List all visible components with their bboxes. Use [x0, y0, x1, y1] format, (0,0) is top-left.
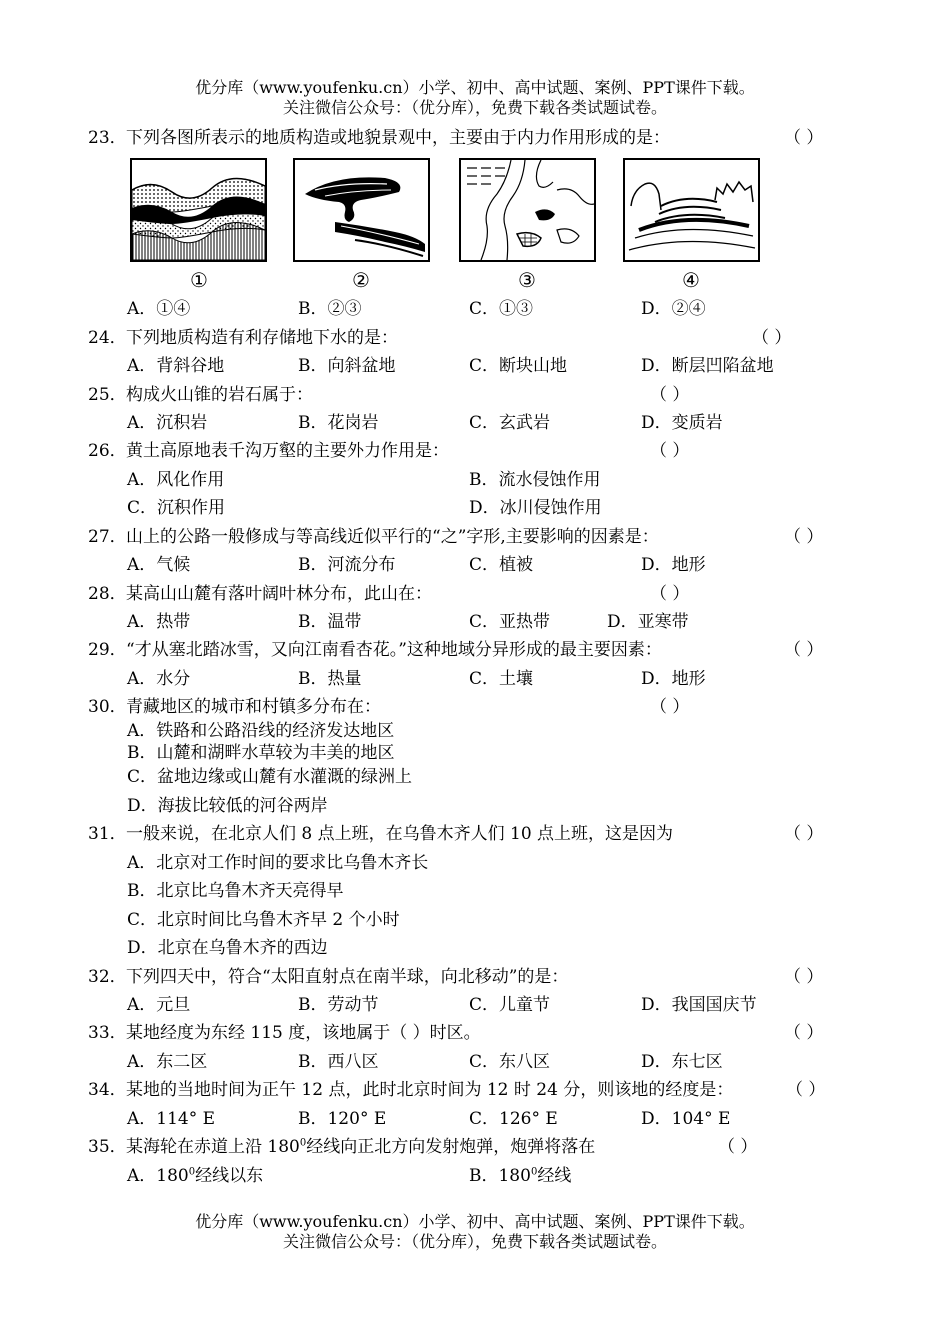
question-23 [88, 127, 670, 149]
figure-2-mushroom-rock [293, 158, 430, 262]
option-27-a: A．气候 [127, 555, 191, 575]
answer-paren-32: （ ） [784, 967, 824, 987]
option-31-c: C．北京时间比乌鲁木齐早 2 个小时 [127, 910, 400, 930]
header-line-2: 关注微信公众号：（优分库），免费下载各类试题试卷。 [282, 98, 667, 117]
question-stem-tail: 经线向正北方向发射炮弹，炮弹将落在 [306, 1137, 596, 1157]
question-stem: 某地经度为东经 115 度，该地属于（ ）时区。 [126, 1023, 481, 1043]
question-30 [88, 696, 381, 718]
superscript: 0 [299, 1137, 307, 1149]
option-23-a: A．①④ [127, 299, 191, 319]
question-35 [88, 1136, 595, 1158]
answer-paren-24: （ ） [752, 328, 792, 348]
option-35-b-text: B．180 [469, 1166, 531, 1186]
option-26-b: B．流水侵蚀作用 [469, 470, 601, 490]
question-33 [88, 1022, 481, 1044]
question-number: 27． [88, 527, 127, 547]
option-31-b: B．北京比乌鲁木齐天亮得早 [127, 881, 344, 901]
answer-paren-27: （ ） [784, 527, 824, 547]
figure-label-3: ③ [518, 268, 536, 292]
question-number: 31． [88, 824, 127, 844]
figure-1-folded-strata [130, 158, 267, 262]
answer-paren-33: （ ） [784, 1023, 824, 1043]
question-number: 24． [88, 328, 127, 348]
footer-line-2: 关注微信公众号：（优分库），免费下载各类试题试卷。 [282, 1232, 667, 1251]
option-30-b: B．山麓和湖畔水草较为丰美的地区 [127, 743, 395, 763]
option-24-d: D．断层凹陷盆地 [641, 356, 774, 376]
answer-paren-26: （ ） [650, 441, 690, 461]
question-stem: 下列地质构造有利存储地下水的是： [126, 328, 398, 348]
question-stem: 下列各图所表示的地质构造或地貌景观中，主要由于内力作用形成的是： [126, 128, 670, 148]
option-25-d: D．变质岩 [641, 413, 723, 433]
option-27-b: B．河流分布 [298, 555, 396, 575]
option-23-d: D．②④ [641, 299, 706, 319]
answer-paren-25: （ ） [650, 385, 690, 405]
question-stem: 某高山山麓有落叶阔叶林分布，此山在： [126, 584, 432, 604]
option-24-b: B．向斜盆地 [298, 356, 396, 376]
option-25-b: B．花岗岩 [298, 413, 379, 433]
option-29-a: A．水分 [127, 669, 191, 689]
option-24-a: A．背斜谷地 [127, 356, 225, 376]
option-25-c: C．玄武岩 [469, 413, 551, 433]
option-29-c: C．土壤 [469, 669, 534, 689]
superscript: 0 [530, 1166, 538, 1178]
option-31-a: A．北京对工作时间的要求比乌鲁木齐长 [127, 853, 429, 873]
question-number: 23． [88, 128, 127, 148]
question-stem: 下列四天中，符合“太阳直射点在南半球，向北移动”的是： [126, 967, 569, 987]
question-31 [88, 823, 673, 845]
option-35-a-tail: 经线以东 [195, 1166, 264, 1186]
question-number: 32． [88, 967, 127, 987]
question-25 [88, 384, 313, 406]
figure-3-river-landform [459, 158, 596, 262]
option-29-b: B．热量 [298, 669, 362, 689]
question-stem: 黄土高原地表千沟万壑的主要外力作用是： [126, 441, 449, 461]
option-32-b: B．劳动节 [298, 995, 379, 1015]
question-28 [88, 583, 432, 605]
question-stem: 青藏地区的城市和村镇多分布在： [126, 697, 381, 717]
answer-paren-35: （ ） [718, 1137, 758, 1157]
option-35-a [127, 1165, 263, 1187]
option-26-c: C．沉积作用 [127, 498, 226, 518]
question-stem: “才从塞北踏冰雪，又向江南看杏花。”这种地域分异形成的最主要因素： [126, 640, 662, 660]
answer-paren-30: （ ） [650, 697, 690, 717]
option-34-a: A．114° E [127, 1109, 216, 1129]
question-27 [88, 526, 659, 548]
option-32-c: C．儿童节 [469, 995, 551, 1015]
answer-paren-31: （ ） [784, 824, 824, 844]
option-32-a: A．元旦 [127, 995, 191, 1015]
answer-paren-23: （ ） [784, 128, 824, 148]
option-26-d: D．冰川侵蚀作用 [469, 498, 602, 518]
option-30-a: A．铁路和公路沿线的经济发达地区 [127, 721, 395, 741]
question-24 [88, 327, 398, 349]
option-35-b [469, 1165, 571, 1187]
option-30-c: C．盆地边缘或山麓有水灌溉的绿洲上 [127, 767, 413, 787]
option-35-b-tail: 经线 [537, 1166, 572, 1186]
option-33-b: B．西八区 [298, 1052, 379, 1072]
answer-paren-34: （ ） [786, 1080, 826, 1100]
figure-4-fault-block [623, 158, 760, 262]
option-34-b: B．120° E [298, 1109, 387, 1129]
folded-strata-illustration [132, 160, 265, 260]
option-30-d: D．海拔比较低的河谷两岸 [127, 796, 328, 816]
option-33-c: C．东八区 [469, 1052, 551, 1072]
option-33-d: D．东七区 [641, 1052, 723, 1072]
option-28-d: D．亚寒带 [607, 612, 689, 632]
option-26-a: A．风化作用 [127, 470, 225, 490]
question-number: 28． [88, 584, 127, 604]
option-34-c: C．126° E [469, 1109, 558, 1129]
option-28-b: B．温带 [298, 612, 362, 632]
mushroom-rock-illustration [295, 160, 428, 260]
river-landform-illustration [461, 160, 594, 260]
option-27-d: D．地形 [641, 555, 706, 575]
question-number: 26． [88, 441, 127, 461]
question-stem: 一般来说，在北京人们 8 点上班，在乌鲁木齐人们 10 点上班，这是因为 [126, 824, 674, 844]
question-number: 34． [88, 1080, 127, 1100]
question-number: 25． [88, 385, 127, 405]
figure-label-4: ④ [682, 268, 700, 292]
option-32-d: D．我国国庆节 [641, 995, 757, 1015]
question-32 [88, 966, 568, 988]
question-stem: 构成火山锥的岩石属于： [126, 385, 313, 405]
option-25-a: A．沉积岩 [127, 413, 208, 433]
question-stem: 山上的公路一般修成与等高线近似平行的“之”字形,主要影响的因素是： [126, 527, 659, 547]
question-stem: 某海轮在赤道上沿 180 [126, 1137, 300, 1157]
question-number: 35． [88, 1137, 127, 1157]
option-31-d: D．北京在乌鲁木齐的西边 [127, 938, 328, 958]
option-28-c: C．亚热带 [469, 612, 551, 632]
figure-label-1: ① [190, 268, 208, 292]
question-number: 30． [88, 697, 127, 717]
option-24-c: C．断块山地 [469, 356, 568, 376]
answer-paren-29: （ ） [784, 640, 824, 660]
question-26 [88, 440, 449, 462]
answer-paren-28: （ ） [650, 584, 690, 604]
option-23-c: C．①③ [469, 299, 534, 319]
option-23-b: B．②③ [298, 299, 362, 319]
option-33-a: A．东二区 [127, 1052, 208, 1072]
figure-label-2: ② [352, 268, 370, 292]
option-29-d: D．地形 [641, 669, 706, 689]
header-line-1: 优分库（www.youfenku.cn）小学、初中、高中试题、案例、PPT课件下载。 [195, 78, 755, 97]
question-29 [88, 639, 662, 661]
question-34 [88, 1079, 733, 1101]
superscript: 0 [188, 1166, 196, 1178]
option-35-a-text: A．180 [127, 1166, 189, 1186]
question-number: 29． [88, 640, 127, 660]
question-number: 33． [88, 1023, 127, 1043]
option-27-c: C．植被 [469, 555, 534, 575]
question-stem: 某地的当地时间为正午 12 点，此时北京时间为 12 时 24 分，则该地的经度是： [126, 1080, 734, 1100]
footer-line-1: 优分库（www.youfenku.cn）小学、初中、高中试题、案例、PPT课件下载。 [195, 1212, 755, 1231]
fault-block-illustration [625, 160, 758, 260]
option-28-a: A．热带 [127, 612, 191, 632]
option-34-d: D．104° E [641, 1109, 731, 1129]
